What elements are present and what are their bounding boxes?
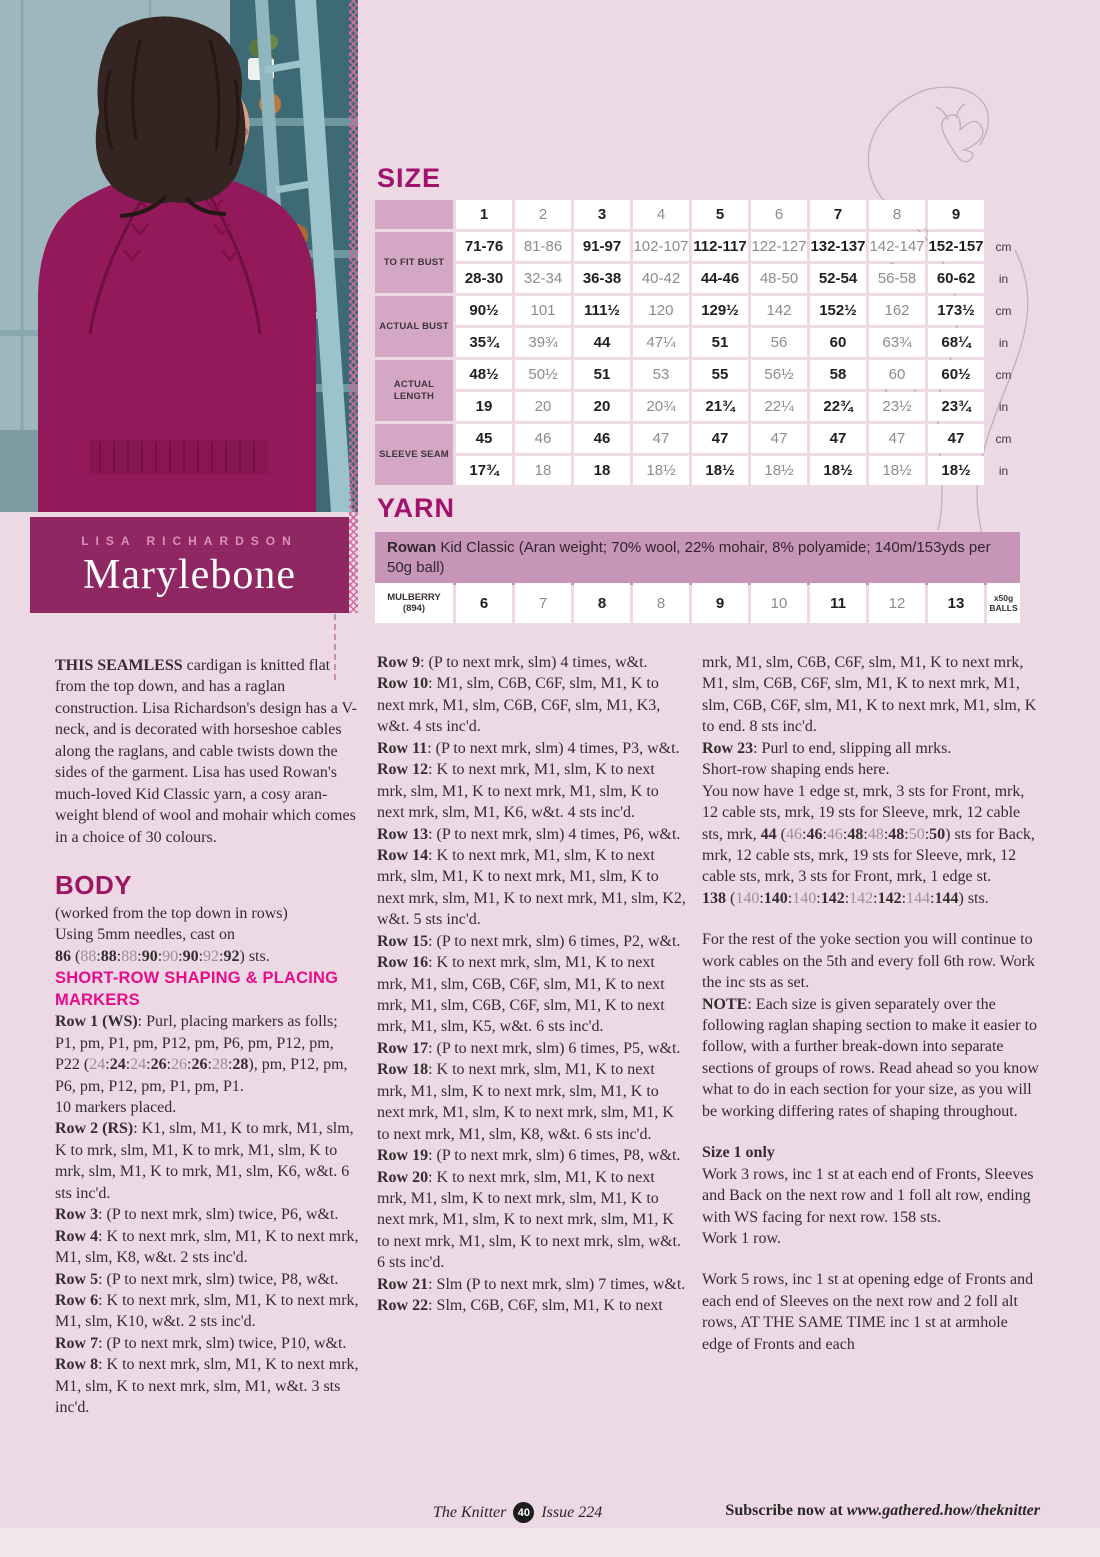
pattern-paragraph: Row 5: (P to next mrk, slm) twice, P8, w&t. [55,1270,339,1288]
size-value-in: 18 [574,456,630,485]
yarn-ball-count: 10 [751,583,807,623]
size-value-in: 47¼ [633,328,689,357]
size-value-in: 39¾ [515,328,571,357]
size-column-header: 5 [692,200,748,229]
size-value-cm: 47 [633,424,689,453]
text-column-3 [702,652,1040,1355]
size-value-cm: 47 [751,424,807,453]
size-value-in: 32-34 [515,264,571,293]
paragraph-spacer [702,1122,1040,1142]
model-photo [0,0,358,512]
text-column-2 [377,652,687,1317]
size-value-in: 20 [515,392,571,421]
size-value-in: 17¾ [456,456,512,485]
paragraph-spacer [702,1249,1040,1269]
page-bottom-margin [0,1528,1100,1557]
pattern-paragraph: Row 11: (P to next mrk, slm) 4 times, P3, w&t. [377,739,680,757]
size-value-cm: 46 [574,424,630,453]
size-value-cm: 47 [928,424,984,453]
yarn-shade-label: MULBERRY (894) [375,583,453,623]
pattern-paragraph: Work 1 row. [702,1229,781,1247]
pattern-paragraph: 86 (88:88:88:90:90:90:92:92) sts. [55,947,270,965]
pattern-paragraph: Row 12: K to next mrk, M1, slm, K to next mrk, slm, M1, K to next mrk, M1, slm, K to next mrk, slm, M1, K6, w&t. 4 sts inc'd. [377,761,659,822]
size-column-header: 4 [633,200,689,229]
size-value-in: 44-46 [692,264,748,293]
size-row-label: ACTUAL LENGTH [375,360,453,421]
size-value-in: 28-30 [456,264,512,293]
pattern-paragraph: You now have 1 edge st, mrk, 3 sts for Front, mrk, 12 cable sts, mrk, 19 sts for Sleeve, mrk, 12 cable sts, mrk, 44 (46:46:46:48:48:48:50:50) sts for Back, mrk, 12 cable sts, mrk, 19 sts for Sleeve, mrk, 12 cable sts, mrk, 3 sts for Front, mrk, 1 edge st. [702,782,1035,886]
size-value-cm: 102-107 [633,232,689,261]
size-table-corner [375,200,453,229]
yarn-ball-count: 9 [692,583,748,623]
pattern-paragraph: Row 4: K to next mrk, slm, M1, K to next mrk, M1, slm, K8, w&t. 2 sts inc'd. [55,1227,359,1267]
pattern-subheading: SHORT-ROW SHAPING & PLACING MARKERS [55,969,339,1010]
size-column-header: 7 [810,200,866,229]
size-value-in: 18½ [928,456,984,485]
size-value-in: 19 [456,392,512,421]
size-value-cm: 142 [751,296,807,325]
size-value-in: 48-50 [751,264,807,293]
size-column-header: 2 [515,200,571,229]
size-column-header: 6 [751,200,807,229]
pattern-paragraph: (worked from the top down in rows) [55,904,288,922]
pattern-paragraph: Row 19: (P to next mrk, slm) 6 times, P8, w&t. [377,1147,681,1165]
size-value-in: 56-58 [869,264,925,293]
pattern-paragraph: Row 22: Slm, C6B, C6F, slm, M1, K to next [377,1297,663,1315]
size-value-in: 23½ [869,392,925,421]
size-value-cm: 162 [869,296,925,325]
pattern-paragraph: Row 15: (P to next mrk, slm) 6 times, P2, w&t. [377,932,681,950]
size-column-header: 1 [456,200,512,229]
unit-label-in: in [998,463,1009,478]
pattern-title: Marylebone [83,552,296,598]
unit-label-cm: cm [995,239,1012,254]
subscribe-url: www.gathered.how/theknitter [846,1502,1040,1519]
pattern-paragraph: Row 3: (P to next mrk, slm) twice, P6, w&t. [55,1206,339,1224]
yarn-heading: YARN [377,493,456,523]
size-table [375,200,1020,485]
yarn-ball-count: 13 [928,583,984,623]
size-value-cm: 48½ [456,360,512,389]
size-value-in: 23¾ [928,392,984,421]
size-column-header: 8 [869,200,925,229]
size-unit-spacer [987,200,1020,229]
pattern-paragraph: Short-row shaping ends here. [702,761,890,779]
footer-subscribe [725,1502,1040,1520]
yarn-ball-count: 6 [456,583,512,623]
pattern-paragraph: Row 10: M1, slm, C6B, C6F, slm, M1, K to next mrk, M1, slm, C6B, C6F, slm, M1, K3, w&t. 4 sts inc'd. [377,675,661,736]
size-value-in: 68¼ [928,328,984,357]
size-value-cm: 56½ [751,360,807,389]
pattern-paragraph: Row 23: Purl to end, slipping all mrks. [702,739,952,757]
size-value-in: 63¾ [869,328,925,357]
magazine-name: The Knitter [433,1503,507,1521]
size-value-cm: 81-86 [515,232,571,261]
footer-issue-info [433,1502,602,1523]
paragraph-spacer [702,909,1040,929]
size-value-cm: 91-97 [574,232,630,261]
size-value-cm: 142-147 [869,232,925,261]
pattern-paragraph: Size 1 only [702,1144,775,1162]
yarn-ball-count: 8 [633,583,689,623]
size-value-in: 20¾ [633,392,689,421]
pattern-paragraph: Row 6: K to next mrk, slm, M1, K to next mrk, M1, slm, K10, w&t. 2 sts inc'd. [55,1291,359,1331]
pattern-paragraph: THIS SEAMLESS cardigan is knitted flat from the top down, and has a raglan construction. Lisa Richardson's design has a V-neck, and is decorated with horseshoe cables along the raglans, and cable twists down the sides of the garment. Lisa has used Rowan's much-loved Kid Classic yarn, a cosy aran-weight blend of wool and mohair which comes in a choice of 30 colours. [55,657,357,846]
size-value-cm: 90½ [456,296,512,325]
yarn-ball-count: 7 [515,583,571,623]
size-value-cm: 173½ [928,296,984,325]
size-value-in: 18½ [751,456,807,485]
size-value-cm: 120 [633,296,689,325]
size-value-in: 18½ [869,456,925,485]
unit-label-in: in [998,399,1009,414]
paragraph-spacer [55,848,362,868]
size-column-header: 9 [928,200,984,229]
size-value-in: 18½ [810,456,866,485]
size-value-in: 18½ [633,456,689,485]
pattern-paragraph: Using 5mm needles, cast on [55,926,235,944]
size-value-cm: 50½ [515,360,571,389]
size-value-cm: 111½ [574,296,630,325]
size-row-label: SLEEVE SEAM [375,424,453,485]
unit-label-in: in [998,335,1009,350]
unit-label-cm: cm [995,303,1012,318]
pattern-paragraph: For the rest of the yoke section you will continue to work cables on the 5th and every foll 6th row. Work the inc sts as set. [702,931,1035,992]
pattern-paragraph: Row 2 (RS): K1, slm, M1, K to mrk, M1, slm, K to mrk, slm, M1, K to mrk, M1, slm, K to mrk, slm, M1, K to mrk, M1, slm, K6, w&t. 6 sts inc'd. [55,1120,354,1202]
size-value-in: 18½ [692,456,748,485]
size-value-in: 56 [751,328,807,357]
size-value-in: 20 [574,392,630,421]
size-value-cm: 55 [692,360,748,389]
pattern-paragraph: Row 7: (P to next mrk, slm) twice, P10, w&t. [55,1334,347,1352]
pattern-paragraph: NOTE: Each size is given separately over the following raglan shaping section to make it easier to follow, with a further break-down into separate sections of groups of rows. Read ahead so you know what to do in each section for your size, as you will be working differing rates of shaping throughout. [702,995,1039,1120]
byline-banner [30,517,349,613]
unit-label-cm: cm [995,367,1012,382]
page-number-badge: 40 [513,1502,534,1523]
size-value-in: 36-38 [574,264,630,293]
pattern-paragraph: Row 8: K to next mrk, slm, M1, K to next mrk, M1, slm, K to next mrk, slm, M1, w&t. 3 sts inc'd. [55,1356,359,1417]
pattern-paragraph: Work 3 rows, inc 1 st at each end of Fronts, Sleeves and Back on the next row and 1 foll alt row, ending with WS facing for next row. 158 sts. [702,1165,1034,1226]
size-value-cm: 101 [515,296,571,325]
size-value-cm: 47 [869,424,925,453]
size-value-cm: 71-76 [456,232,512,261]
size-value-cm: 112-117 [692,232,748,261]
size-value-in: 18 [515,456,571,485]
zigzag-stitch-border [349,0,358,613]
size-value-in: 60-62 [928,264,984,293]
subscribe-text: Subscribe now at [725,1502,847,1519]
size-value-in: 40-42 [633,264,689,293]
size-value-cm: 132-137 [810,232,866,261]
pattern-paragraph: Row 14: K to next mrk, M1, slm, K to next mrk, slm, M1, K to next mrk, M1, slm, K to next mrk, slm, M1, K to next mrk, M1, slm, K2, w&t. 5 sts inc'd. [377,846,686,929]
pattern-paragraph: 138 (140:140:140:142:142:142:144:144) sts. [702,889,989,907]
yarn-description: Rowan Kid Classic (Aran weight; 70% wool, 22% mohair, 8% polyamide; 140m/153yds per 50g ball) [375,532,1020,585]
size-value-in: 35¾ [456,328,512,357]
size-value-cm: 47 [692,424,748,453]
size-value-in: 44 [574,328,630,357]
yarn-quantity-table [375,583,1020,623]
size-value-in: 60 [810,328,866,357]
size-value-in: 52-54 [810,264,866,293]
size-column-header: 3 [574,200,630,229]
designer-name: LISA RICHARDSON [81,534,298,548]
size-value-in: 22¼ [751,392,807,421]
size-value-cm: 58 [810,360,866,389]
yarn-unit-label: x50g BALLS [987,583,1020,623]
yarn-ball-count: 8 [574,583,630,623]
size-value-cm: 152½ [810,296,866,325]
size-value-cm: 60½ [928,360,984,389]
pattern-paragraph: 10 markers placed. [55,1099,177,1117]
pattern-paragraph: Row 16: K to next mrk, slm, M1, K to next mrk, M1, slm, C6B, C6F, slm, M1, K to next mrk, M1, slm, C6B, C6F, slm, M1, K to next mrk, M1, slm, K5, w&t. 6 sts inc'd. [377,954,665,1036]
size-value-cm: 45 [456,424,512,453]
size-value-cm: 122-127 [751,232,807,261]
size-value-in: 51 [692,328,748,357]
text-column-1 [55,655,362,1419]
pattern-paragraph: Row 20: K to next mrk, slm, M1, K to next mrk, M1, slm, K to next mrk, slm, M1, K to next mrk, M1, slm, K to next mrk, slm, M1, K to next mrk, M1, slm, K to next mrk, slm, w&t. 6 sts inc'd. [377,1168,681,1272]
pattern-paragraph: mrk, M1, slm, C6B, C6F, slm, M1, K to next mrk, M1, slm, C6B, C6F, slm, M1, K to next mrk, M1, slm, C6B, C6F, slm, M1, K to next mrk, M1, slm, K to end. 8 sts inc'd. [702,654,1037,736]
size-value-cm: 152-157 [928,232,984,261]
issue-number: Issue 224 [541,1503,603,1521]
photo-illustration [0,0,358,512]
yarn-ball-count: 12 [869,583,925,623]
size-value-cm: 53 [633,360,689,389]
pattern-paragraph: Row 18: K to next mrk, slm, M1, K to next mrk, M1, slm, K to next mrk, slm, M1, K to next mrk, M1, slm, K to next mrk, slm, M1, K to next mrk, M1, slm, K8, w&t. 6 sts inc'd. [377,1061,674,1143]
size-value-in: 22¾ [810,392,866,421]
yarn-ball-count: 11 [810,583,866,623]
size-value-in: 21¾ [692,392,748,421]
size-heading: SIZE [377,163,442,193]
pattern-paragraph: Row 1 (WS): Purl, placing markers as folls; P1, pm, P1, pm, P12, pm, P6, pm, P12, pm, P22 (24:24:24:26:26:26:28:28), pm, P12, pm, P6, pm, P12, pm, P1, pm, P1. [55,1013,348,1095]
unit-label-in: in [998,271,1009,286]
unit-label-cm: cm [995,431,1012,446]
size-value-cm: 60 [869,360,925,389]
size-row-label: TO FIT BUST [375,232,453,293]
size-value-cm: 46 [515,424,571,453]
pattern-paragraph: Work 5 rows, inc 1 st at opening edge of Fronts and each end of Sleeves on the next row and 2 foll alt rows, AT THE SAME TIME inc 1 st at armhole edge of Fronts and each [702,1271,1034,1353]
pattern-paragraph: Row 13: (P to next mrk, slm) 4 times, P6, w&t. [377,825,681,843]
pattern-paragraph: Row 17: (P to next mrk, slm) 6 times, P5, w&t. [377,1039,681,1057]
size-value-cm: 51 [574,360,630,389]
size-value-cm: 47 [810,424,866,453]
pattern-paragraph: Row 21: Slm (P to next mrk, slm) 7 times, w&t. [377,1275,686,1293]
size-row-label: ACTUAL BUST [375,296,453,357]
body-section-heading: BODY [55,869,133,900]
size-value-cm: 129½ [692,296,748,325]
pattern-paragraph: Row 9: (P to next mrk, slm) 4 times, w&t. [377,654,648,671]
